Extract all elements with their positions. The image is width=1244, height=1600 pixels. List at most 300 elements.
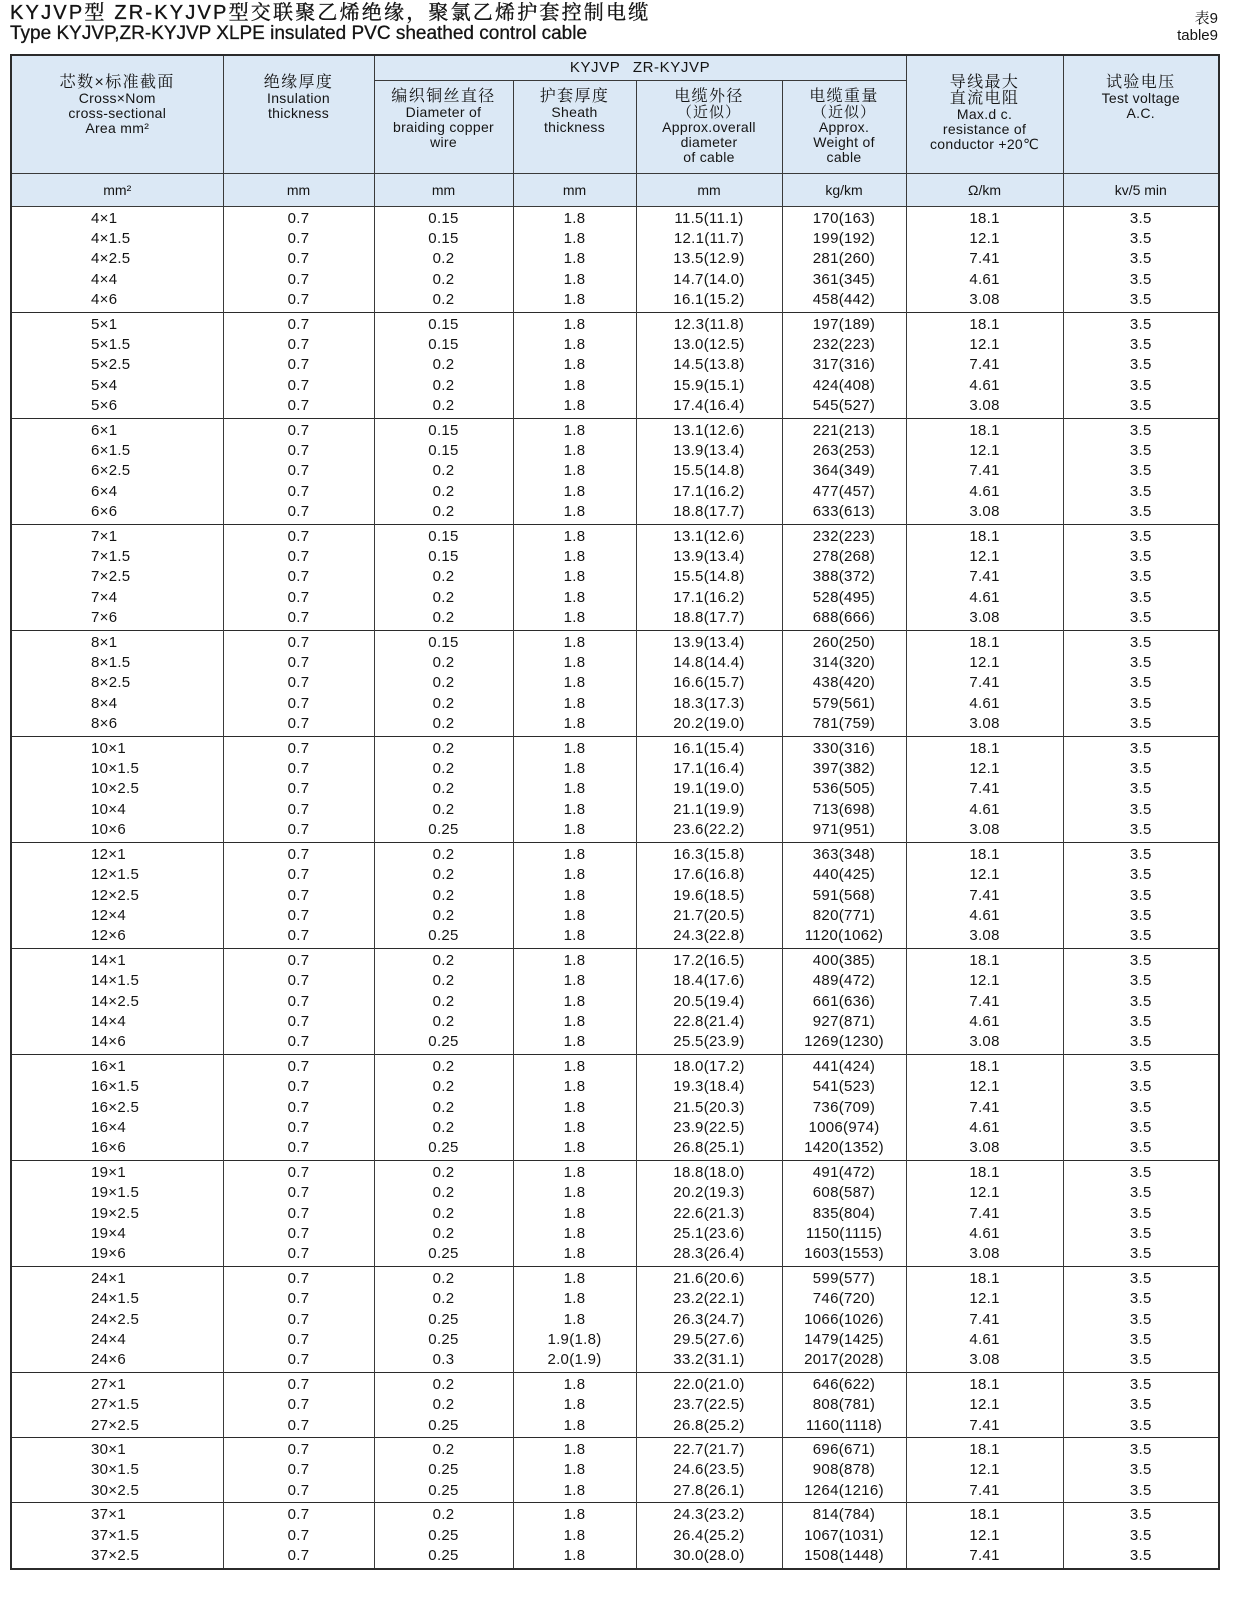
header-line: （近似） [812, 103, 877, 121]
sheath-thickness-cell: 1.8 [513, 524, 636, 547]
header-line: Test voltage [1101, 90, 1180, 106]
dc-resistance-cell: 4.61 [906, 906, 1063, 926]
title-english: Type KYJVP,ZR-KYJVP XLPE insulated PVC sheathed control cable [10, 23, 588, 44]
braid-diameter-cell: 0.2 [374, 502, 513, 524]
table-row [11, 547, 1219, 567]
insulation-thickness-cell: 0.7 [223, 1077, 374, 1097]
insulation-thickness-cell: 0.7 [223, 608, 374, 630]
core-area-cell: 10×2.5 [11, 779, 223, 799]
braid-diameter-cell: 0.3 [374, 1350, 513, 1372]
unit-cell: mm [374, 173, 513, 206]
table-row [11, 630, 1219, 653]
overall-diameter-cell: 18.3(17.3) [636, 694, 782, 714]
test-voltage-cell: 3.5 [1063, 1289, 1219, 1309]
table-row [11, 992, 1219, 1012]
dc-resistance-cell: 3.08 [906, 396, 1063, 418]
sheath-thickness-cell: 1.8 [513, 1032, 636, 1054]
unit-cell: mm² [11, 173, 223, 206]
insulation-thickness-cell: 0.7 [223, 736, 374, 759]
test-voltage-cell: 3.5 [1063, 1054, 1219, 1077]
overall-diameter-cell: 19.1(19.0) [636, 779, 782, 799]
sheath-thickness-cell: 1.8 [513, 567, 636, 587]
braid-diameter-cell: 0.25 [374, 1416, 513, 1438]
insulation-thickness-cell: 0.7 [223, 396, 374, 418]
core-area-cell: 4×1.5 [11, 229, 223, 249]
braid-diameter-cell: 0.25 [374, 1460, 513, 1480]
cable-weight-cell: 317(316) [782, 355, 906, 375]
core-area-cell: 5×1.5 [11, 335, 223, 355]
cable-weight-cell: 330(316) [782, 736, 906, 759]
core-area-cell: 30×1.5 [11, 1460, 223, 1480]
core-area-cell: 37×2.5 [11, 1546, 223, 1568]
dc-resistance-cell: 3.08 [906, 926, 1063, 948]
table-row [11, 1503, 1219, 1526]
overall-diameter-cell: 24.3(22.8) [636, 926, 782, 948]
table-row [11, 1183, 1219, 1203]
overall-diameter-cell: 17.1(16.2) [636, 482, 782, 502]
insulation-thickness-cell: 0.7 [223, 886, 374, 906]
table-number-chinese: 表9 [1194, 10, 1218, 27]
cable-weight-cell: 646(622) [782, 1372, 906, 1395]
overall-diameter-cell: 14.8(14.4) [636, 653, 782, 673]
cable-weight-cell: 579(561) [782, 694, 906, 714]
table-row [11, 1266, 1219, 1289]
test-voltage-cell: 3.5 [1063, 1395, 1219, 1415]
braid-diameter-cell: 0.15 [374, 229, 513, 249]
core-area-cell: 7×1.5 [11, 547, 223, 567]
overall-diameter-cell: 24.6(23.5) [636, 1460, 782, 1480]
insulation-thickness-cell: 0.7 [223, 779, 374, 799]
insulation-thickness-cell: 0.7 [223, 502, 374, 524]
table-row [11, 1012, 1219, 1032]
core-area-cell: 8×1.5 [11, 653, 223, 673]
cable-weight-cell: 1479(1425) [782, 1330, 906, 1350]
header-line: Weight of [813, 133, 875, 150]
dc-resistance-cell: 3.08 [906, 502, 1063, 524]
insulation-thickness-cell: 0.7 [223, 1244, 374, 1266]
table-row [11, 229, 1219, 249]
table-row [11, 1460, 1219, 1480]
cable-weight-cell: 2017(2028) [782, 1350, 906, 1372]
sheath-thickness-cell: 1.8 [513, 865, 636, 885]
dc-resistance-cell: 12.1 [906, 1077, 1063, 1097]
core-area-cell: 5×2.5 [11, 355, 223, 375]
test-voltage-cell: 3.5 [1063, 1118, 1219, 1138]
sheath-thickness-cell: 1.8 [513, 820, 636, 842]
sheath-thickness-cell: 1.8 [513, 1289, 636, 1309]
braid-diameter-cell: 0.2 [374, 865, 513, 885]
insulation-thickness-cell: 0.7 [223, 1289, 374, 1309]
cable-weight-cell: 1264(1216) [782, 1481, 906, 1503]
table-row [11, 1372, 1219, 1395]
insulation-thickness-cell: 0.7 [223, 524, 374, 547]
overall-diameter-cell: 26.3(24.7) [636, 1310, 782, 1330]
table-row [11, 418, 1219, 441]
table-row [11, 842, 1219, 865]
braid-diameter-cell: 0.2 [374, 714, 513, 736]
overall-diameter-cell: 20.2(19.3) [636, 1183, 782, 1203]
sheath-thickness-cell: 1.8 [513, 335, 636, 355]
cable-weight-cell: 808(781) [782, 1395, 906, 1415]
cable-weight-cell: 633(613) [782, 502, 906, 524]
braid-diameter-cell: 0.2 [374, 759, 513, 779]
dc-resistance-cell: 18.1 [906, 630, 1063, 653]
table-row [11, 820, 1219, 842]
braid-diameter-cell: 0.2 [374, 608, 513, 630]
header-line: wire [430, 133, 457, 150]
overall-diameter-cell: 21.6(20.6) [636, 1266, 782, 1289]
braid-diameter-cell: 0.2 [374, 1077, 513, 1097]
sheath-thickness-cell: 1.8 [513, 673, 636, 693]
header-line: 编织铜丝直径 [391, 87, 496, 105]
unit-cell: mm [513, 173, 636, 206]
overall-diameter-cell: 12.1(11.7) [636, 229, 782, 249]
core-area-cell: 5×4 [11, 376, 223, 396]
insulation-thickness-cell: 0.7 [223, 567, 374, 587]
core-area-cell: 6×4 [11, 482, 223, 502]
core-area-cell: 6×2.5 [11, 461, 223, 481]
header-line: 芯数×标准截面 [59, 74, 175, 91]
braid-diameter-cell: 0.2 [374, 1372, 513, 1395]
sheath-thickness-cell: 1.8 [513, 1054, 636, 1077]
test-voltage-cell: 3.5 [1063, 1310, 1219, 1330]
overall-diameter-cell: 25.1(23.6) [636, 1224, 782, 1244]
test-voltage-cell: 3.5 [1063, 1266, 1219, 1289]
dc-resistance-cell: 12.1 [906, 1460, 1063, 1480]
braid-diameter-cell: 0.2 [374, 1224, 513, 1244]
test-voltage-cell: 3.5 [1063, 759, 1219, 779]
dc-resistance-cell: 4.61 [906, 588, 1063, 608]
overall-diameter-cell: 22.6(21.3) [636, 1204, 782, 1224]
test-voltage-cell: 3.5 [1063, 714, 1219, 736]
table-row [11, 1077, 1219, 1097]
dc-resistance-cell: 3.08 [906, 1032, 1063, 1054]
dc-resistance-cell: 4.61 [906, 482, 1063, 502]
header-line: Cross×Nom [78, 90, 156, 106]
braid-diameter-cell: 0.2 [374, 482, 513, 502]
core-area-cell: 6×1.5 [11, 441, 223, 461]
cable-weight-cell: 199(192) [782, 229, 906, 249]
test-voltage-cell: 3.5 [1063, 1438, 1219, 1461]
cable-weight-cell: 713(698) [782, 800, 906, 820]
dc-resistance-cell: 3.08 [906, 1244, 1063, 1266]
test-voltage-cell: 3.5 [1063, 1012, 1219, 1032]
sheath-thickness-cell: 1.8 [513, 312, 636, 335]
cable-weight-cell: 608(587) [782, 1183, 906, 1203]
table-row [11, 948, 1219, 971]
core-area-cell: 7×2.5 [11, 567, 223, 587]
dc-resistance-cell: 7.41 [906, 355, 1063, 375]
header-line: diameter [680, 133, 738, 150]
header-line: 电缆外径 [674, 87, 744, 105]
header-line: 导线最大 [949, 74, 1020, 91]
core-area-cell: 16×6 [11, 1138, 223, 1160]
test-voltage-cell: 3.5 [1063, 396, 1219, 418]
sheath-thickness-cell: 1.8 [513, 779, 636, 799]
sheath-thickness-cell: 1.8 [513, 1138, 636, 1160]
braid-diameter-cell: 0.2 [374, 270, 513, 290]
dc-resistance-cell: 18.1 [906, 1160, 1063, 1183]
braid-diameter-cell: 0.15 [374, 547, 513, 567]
dc-resistance-cell: 4.61 [906, 270, 1063, 290]
test-voltage-cell: 3.5 [1063, 1546, 1219, 1568]
insulation-thickness-cell: 0.7 [223, 547, 374, 567]
header-line: Diameter of [405, 103, 482, 120]
overall-diameter-cell: 23.2(22.1) [636, 1289, 782, 1309]
sheath-thickness-cell: 1.8 [513, 1160, 636, 1183]
title-chinese: KYJVP型 ZR-KYJVP型交联聚乙烯绝缘，聚氯乙烯护套控制电缆 [10, 2, 651, 24]
unit-cell: mm [636, 173, 782, 206]
dc-resistance-cell: 4.61 [906, 694, 1063, 714]
test-voltage-cell: 3.5 [1063, 1204, 1219, 1224]
overall-diameter-cell: 17.1(16.4) [636, 759, 782, 779]
cable-weight-cell: 170(163) [782, 206, 906, 229]
braid-diameter-cell: 0.15 [374, 335, 513, 355]
dc-resistance-cell: 4.61 [906, 1118, 1063, 1138]
row-group [11, 1438, 1219, 1503]
cable-weight-cell: 541(523) [782, 1077, 906, 1097]
test-voltage-cell: 3.5 [1063, 1503, 1219, 1526]
insulation-thickness-cell: 0.7 [223, 1266, 374, 1289]
sheath-thickness-cell: 1.8 [513, 270, 636, 290]
braid-diameter-cell: 0.2 [374, 1266, 513, 1289]
core-area-cell: 30×2.5 [11, 1481, 223, 1503]
core-area-cell: 4×4 [11, 270, 223, 290]
braid-diameter-cell: 0.2 [374, 1160, 513, 1183]
sheath-thickness-cell: 2.0(1.9) [513, 1350, 636, 1372]
sheath-thickness-cell: 1.8 [513, 1118, 636, 1138]
core-area-cell: 30×1 [11, 1438, 223, 1461]
table-header [11, 55, 1219, 206]
insulation-thickness-cell: 0.7 [223, 1503, 374, 1526]
core-area-cell: 24×2.5 [11, 1310, 223, 1330]
core-area-cell: 27×2.5 [11, 1416, 223, 1438]
test-voltage-cell: 3.5 [1063, 673, 1219, 693]
overall-diameter-cell: 16.1(15.2) [636, 290, 782, 312]
table-row [11, 270, 1219, 290]
sheath-thickness-cell: 1.8 [513, 608, 636, 630]
test-voltage-cell: 3.5 [1063, 502, 1219, 524]
dc-resistance-cell: 3.08 [906, 1350, 1063, 1372]
sheath-thickness-cell: 1.8 [513, 376, 636, 396]
cable-weight-cell: 314(320) [782, 653, 906, 673]
table-number-english: table9 [1177, 27, 1218, 44]
cable-weight-cell: 424(408) [782, 376, 906, 396]
table-row [11, 1054, 1219, 1077]
sheath-thickness-cell: 1.8 [513, 461, 636, 481]
sheath-thickness-cell: 1.8 [513, 1460, 636, 1480]
dc-resistance-cell: 12.1 [906, 1289, 1063, 1309]
sheath-thickness-cell: 1.8 [513, 842, 636, 865]
header-line: 护套厚度 [539, 87, 610, 105]
braid-diameter-cell: 0.2 [374, 588, 513, 608]
test-voltage-cell: 3.5 [1063, 229, 1219, 249]
table-row [11, 1350, 1219, 1372]
sheath-thickness-cell: 1.8 [513, 630, 636, 653]
table-row [11, 736, 1219, 759]
unit-cell: Ω/km [906, 173, 1063, 206]
table-row [11, 1118, 1219, 1138]
table-row [11, 800, 1219, 820]
sheath-thickness-cell: 1.8 [513, 1183, 636, 1203]
test-voltage-cell: 3.5 [1063, 906, 1219, 926]
row-group [11, 842, 1219, 948]
header-line: Insulation [267, 90, 330, 106]
cable-weight-cell: 528(495) [782, 588, 906, 608]
row-group [11, 1372, 1219, 1437]
insulation-thickness-cell: 0.7 [223, 694, 374, 714]
insulation-thickness-cell: 0.7 [223, 1310, 374, 1330]
table-row [11, 1526, 1219, 1546]
overall-diameter-cell: 13.5(12.9) [636, 249, 782, 269]
core-area-cell: 24×1 [11, 1266, 223, 1289]
dc-resistance-cell: 12.1 [906, 547, 1063, 567]
table-row [11, 714, 1219, 736]
cable-weight-cell: 221(213) [782, 418, 906, 441]
braid-diameter-cell: 0.25 [374, 1330, 513, 1350]
header-line: Sheath [551, 103, 598, 120]
sheath-thickness-cell: 1.8 [513, 1372, 636, 1395]
core-area-cell: 16×2.5 [11, 1098, 223, 1118]
sheath-thickness-cell: 1.8 [513, 1438, 636, 1461]
dc-resistance-cell: 12.1 [906, 229, 1063, 249]
header-line: cable [826, 148, 862, 165]
test-voltage-cell: 3.5 [1063, 1077, 1219, 1097]
overall-diameter-cell: 13.1(12.6) [636, 418, 782, 441]
table-row [11, 1224, 1219, 1244]
test-voltage-cell: 3.5 [1063, 461, 1219, 481]
braid-diameter-cell: 0.15 [374, 630, 513, 653]
sheath-thickness-cell: 1.8 [513, 1310, 636, 1330]
table-row [11, 206, 1219, 229]
braid-diameter-cell: 0.2 [374, 567, 513, 587]
test-voltage-cell: 3.5 [1063, 482, 1219, 502]
overall-diameter-cell: 15.5(14.8) [636, 461, 782, 481]
header-line: A.C. [1126, 105, 1155, 121]
header-overall-diameter [636, 80, 782, 173]
sheath-thickness-cell: 1.8 [513, 886, 636, 906]
cable-weight-cell: 458(442) [782, 290, 906, 312]
core-area-cell: 16×1 [11, 1054, 223, 1077]
table-row [11, 1138, 1219, 1160]
dc-resistance-cell: 4.61 [906, 376, 1063, 396]
sheath-thickness-cell: 1.8 [513, 1395, 636, 1415]
table-row [11, 524, 1219, 547]
insulation-thickness-cell: 0.7 [223, 249, 374, 269]
insulation-thickness-cell: 0.7 [223, 714, 374, 736]
table-row [11, 482, 1219, 502]
core-area-cell: 7×6 [11, 608, 223, 630]
cable-weight-cell: 1120(1062) [782, 926, 906, 948]
cable-weight-cell: 971(951) [782, 820, 906, 842]
sheath-thickness-cell: 1.8 [513, 249, 636, 269]
sheath-thickness-cell: 1.8 [513, 229, 636, 249]
insulation-thickness-cell: 0.7 [223, 800, 374, 820]
header-line: Area mm² [85, 120, 150, 136]
dc-resistance-cell: 18.1 [906, 418, 1063, 441]
insulation-thickness-cell: 0.7 [223, 1224, 374, 1244]
braid-diameter-cell: 0.15 [374, 418, 513, 441]
test-voltage-cell: 3.5 [1063, 630, 1219, 653]
test-voltage-cell: 3.5 [1063, 376, 1219, 396]
sheath-thickness-cell: 1.8 [513, 396, 636, 418]
braid-diameter-cell: 0.25 [374, 1526, 513, 1546]
sheath-thickness-cell: 1.8 [513, 482, 636, 502]
sheath-thickness-cell: 1.8 [513, 1266, 636, 1289]
table-row [11, 759, 1219, 779]
insulation-thickness-cell: 0.7 [223, 1118, 374, 1138]
table-number [1177, 10, 1218, 44]
cable-weight-cell: 1420(1352) [782, 1138, 906, 1160]
braid-diameter-cell: 0.25 [374, 1481, 513, 1503]
dc-resistance-cell: 12.1 [906, 335, 1063, 355]
insulation-thickness-cell: 0.7 [223, 630, 374, 653]
overall-diameter-cell: 14.7(14.0) [636, 270, 782, 290]
cable-weight-cell: 1066(1026) [782, 1310, 906, 1330]
dc-resistance-cell: 18.1 [906, 842, 1063, 865]
braid-diameter-cell: 0.25 [374, 1032, 513, 1054]
braid-diameter-cell: 0.2 [374, 461, 513, 481]
core-area-cell: 5×6 [11, 396, 223, 418]
header-line: Max.d c. [956, 106, 1013, 122]
overall-diameter-cell: 13.0(12.5) [636, 335, 782, 355]
table-row [11, 588, 1219, 608]
sheath-thickness-cell: 1.8 [513, 906, 636, 926]
insulation-thickness-cell: 0.7 [223, 1330, 374, 1350]
braid-diameter-cell: 0.2 [374, 376, 513, 396]
dc-resistance-cell: 7.41 [906, 886, 1063, 906]
sheath-thickness-cell: 1.8 [513, 992, 636, 1012]
table-row [11, 249, 1219, 269]
core-area-cell: 6×1 [11, 418, 223, 441]
insulation-thickness-cell: 0.7 [223, 1438, 374, 1461]
test-voltage-cell: 3.5 [1063, 547, 1219, 567]
sheath-thickness-cell: 1.8 [513, 653, 636, 673]
dc-resistance-cell: 7.41 [906, 1416, 1063, 1438]
cable-weight-cell: 1006(974) [782, 1118, 906, 1138]
cable-weight-cell: 927(871) [782, 1012, 906, 1032]
header-line: thickness [543, 118, 606, 135]
header-cable-weight [782, 80, 906, 173]
braid-diameter-cell: 0.2 [374, 1503, 513, 1526]
row-group [11, 312, 1219, 418]
test-voltage-cell: 3.5 [1063, 1330, 1219, 1350]
insulation-thickness-cell: 0.7 [223, 1098, 374, 1118]
table-row [11, 567, 1219, 587]
test-voltage-cell: 3.5 [1063, 524, 1219, 547]
header-line: conductor +20℃ [929, 136, 1040, 152]
insulation-thickness-cell: 0.7 [223, 865, 374, 885]
core-area-cell: 8×2.5 [11, 673, 223, 693]
core-area-cell: 14×1.5 [11, 971, 223, 991]
insulation-thickness-cell: 0.7 [223, 1372, 374, 1395]
dc-resistance-cell: 18.1 [906, 1266, 1063, 1289]
overall-diameter-cell: 16.3(15.8) [636, 842, 782, 865]
braid-diameter-cell: 0.2 [374, 800, 513, 820]
sheath-thickness-cell: 1.8 [513, 418, 636, 441]
cable-weight-cell: 736(709) [782, 1098, 906, 1118]
table-row [11, 608, 1219, 630]
core-area-cell: 12×1 [11, 842, 223, 865]
braid-diameter-cell: 0.25 [374, 1244, 513, 1266]
test-voltage-cell: 3.5 [1063, 1160, 1219, 1183]
sheath-thickness-cell: 1.8 [513, 948, 636, 971]
table-row [11, 926, 1219, 948]
braid-diameter-cell: 0.2 [374, 1098, 513, 1118]
dc-resistance-cell: 18.1 [906, 736, 1063, 759]
core-area-cell: 8×4 [11, 694, 223, 714]
braid-diameter-cell: 0.2 [374, 1395, 513, 1415]
